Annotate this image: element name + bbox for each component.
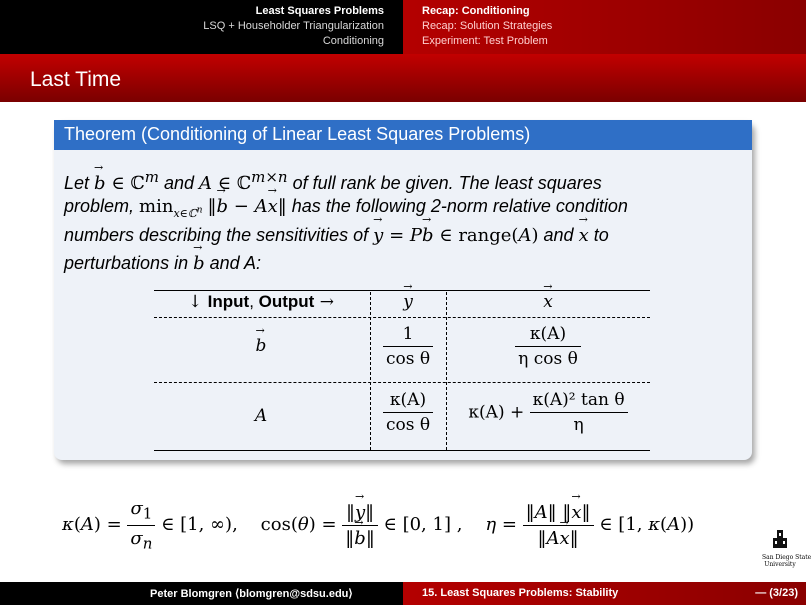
table-row-b-y — [370, 324, 446, 369]
theorem-block — [54, 120, 752, 460]
theorem-line-1: Let → b ∈ ℂ$^m$ and A ∈ ℂ$^{m\times n}$ of full rank be given. The least squares — [64, 168, 602, 194]
definitions-formula: κ(A) = $\frac{\sigma_1}{\sigma_n}$ ∈ [1, ∞), cos(θ) = $\frac{‖\to y‖}{‖\to b‖}$ ∈ [0, 1] , η = $\frac{‖A‖ ‖\to x‖}{‖A\to x‖}$ ∈ [1, κ(A)) — [62, 498, 694, 552]
table-header-x — [446, 292, 650, 312]
text: of full rank be given. The least squares — [292, 173, 602, 193]
nav-subsection-recap-conditioning[interactable]: Recap: Conditioning — [422, 5, 530, 17]
text: Let — [64, 173, 90, 193]
table-header-io: ↓ Input, Output → — [187, 292, 334, 312]
row-label-text: A — [254, 406, 268, 426]
footer-page-number: — (3/23) — [755, 587, 798, 599]
theorem-line-4: perturbations in → b and A: — [64, 253, 261, 274]
text: and A: — [209, 253, 262, 273]
sdsu-logo — [762, 528, 811, 568]
logo-text-2: University — [764, 561, 796, 568]
table-row-A-label — [154, 406, 368, 426]
frac-den: η — [573, 415, 584, 435]
theorem-line-3: numbers describing the sensitivities of → y = P→ b ∈ range(A) and → x to — [64, 225, 609, 246]
header-output: Output — [258, 292, 315, 311]
table-row-rule — [154, 382, 650, 383]
nav-section-least-squares[interactable]: Least Squares Problems — [255, 5, 384, 17]
row-label-text: → b — [256, 336, 267, 356]
header-input: Input — [207, 292, 250, 311]
table-vrule-1 — [370, 292, 371, 450]
header-x-text: → x — [543, 292, 553, 312]
tower-icon — [770, 528, 790, 550]
text: perturbations in — [64, 253, 189, 273]
table-header-y — [370, 292, 446, 312]
nav-section-householder[interactable]: LSQ + Householder Triangularization — [203, 20, 384, 32]
text: and — [163, 173, 194, 193]
nav-subsection-experiment[interactable]: Experiment: Test Problem — [422, 35, 548, 47]
footer-author: Peter Blomgren ⟨blomgren@sdsu.edu⟩ — [150, 588, 353, 600]
table-row-A-x — [446, 390, 650, 435]
header-y-text: → y — [403, 292, 413, 312]
nav-subsection-recap-strategies[interactable]: Recap: Solution Strategies — [422, 20, 553, 32]
x-lead-text: κ(A) + — [468, 402, 525, 423]
frame-title: Last Time — [30, 68, 122, 91]
table-row-b-x — [446, 324, 650, 369]
logo-text-1: San Diego State — [762, 554, 811, 561]
table-header-rule — [154, 317, 650, 318]
table-bottom-rule — [154, 450, 650, 451]
frac-num: 1 — [383, 324, 433, 347]
frac-den: η cos θ — [518, 349, 578, 369]
nav-section-conditioning[interactable]: Conditioning — [322, 35, 384, 47]
table-row-b-label — [154, 336, 368, 356]
text: has the following 2-norm relative condition — [291, 196, 628, 216]
footer-section: 15. Least Squares Problems: Stability — [422, 587, 619, 599]
text: numbers describing the sensitivities of — [64, 225, 369, 245]
table-vrule-2 — [446, 292, 447, 450]
frac-den: cos θ — [385, 349, 431, 369]
frac-den: cos θ — [385, 415, 431, 435]
table-row-A-y — [370, 390, 446, 435]
frac-num: κ(A) — [383, 390, 433, 413]
text: and — [543, 225, 574, 245]
table-top-rule — [154, 290, 650, 291]
text: to — [593, 225, 609, 245]
frac-num: κ(A)² tan θ — [530, 390, 628, 413]
frac-num: κ(A) — [515, 324, 581, 347]
theorem-title: Theorem (Conditioning of Linear Least Squares Problems) — [64, 124, 531, 144]
text: problem, — [64, 196, 135, 216]
theorem-line-2: problem, $\min_{x\in ℂ^n}$ ‖→ b − A→ x‖ has the following 2-norm relative condition — [64, 196, 628, 220]
